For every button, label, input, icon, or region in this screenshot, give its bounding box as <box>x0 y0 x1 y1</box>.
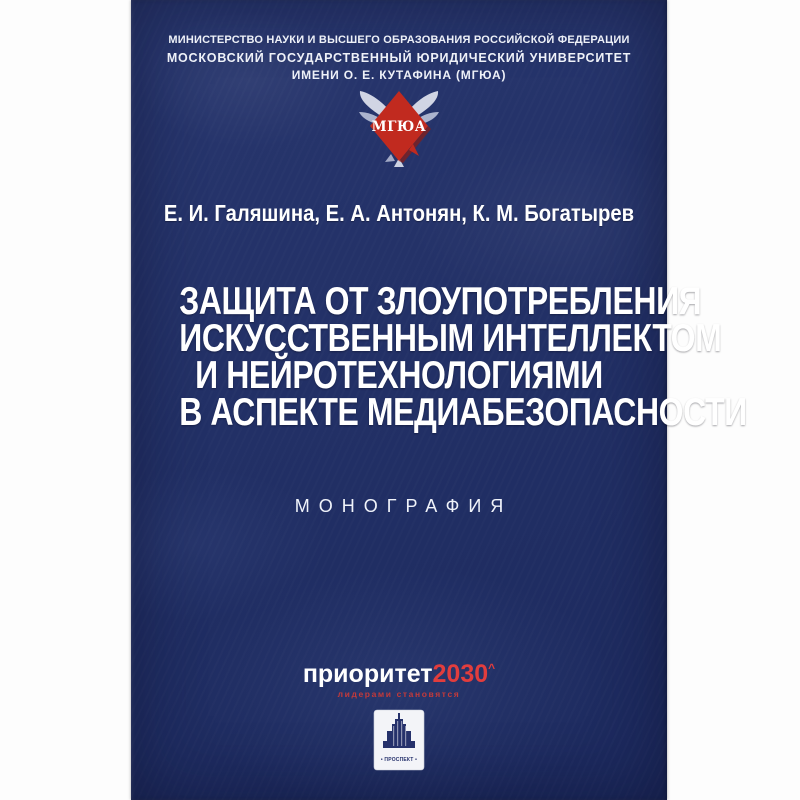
subtitle-monografiya: МОНОГРАФИЯ <box>294 496 513 516</box>
prospekt-label: • ПРОСПЕКТ • <box>380 757 418 763</box>
book-title-line-3: И НЕЙРОТЕХНОЛОГИЯМИ <box>195 354 603 397</box>
affiliation-line-university: МОСКОВСКИЙ ГОСУДАРСТВЕННЫЙ ЮРИДИЧЕСКИЙ УНИВЕРСИТЕТ <box>166 51 632 65</box>
priority-word-label: приоритет <box>302 660 433 688</box>
priority-tagline: лидерами становятся <box>337 689 461 699</box>
affiliation-line-named-after: ИМЕНИ О. Е. КУТАФИНА (МГЮА) <box>291 68 507 82</box>
authors-block <box>131 200 667 227</box>
book-title-line-1: ЗАЩИТА ОТ ЗЛОУПОТРЕБЛЕНИЯ <box>179 280 702 323</box>
priority-year-label: 2030 <box>432 660 489 688</box>
priority2030-wordmark <box>131 656 667 687</box>
authors-line: Е. И. Галяшина, Е. А. Антонян, К. М. Богатырев <box>163 200 635 226</box>
mgua-emblem-icon <box>347 84 451 168</box>
affiliation-line-ministry: МИНИСТЕРСТВО НАУКИ И ВЫСШЕГО ОБРАЗОВАНИЯ РОССИЙСКОЙ ФЕДЕРАЦИИ <box>168 34 630 46</box>
prospekt-publisher-logo-icon <box>373 709 425 771</box>
priority-caret-icon: ^ <box>488 661 496 675</box>
book-title-line-4: В АСПЕКТЕ МЕДИАБЕЗОПАСНОСТИ <box>179 391 747 434</box>
affiliation-block <box>131 31 667 84</box>
book-cover <box>131 0 747 800</box>
book-title-line-2: ИСКУССТВЕННЫМ ИНТЕЛЛЕКТОМ <box>179 317 722 360</box>
priority2030-logo <box>131 656 667 699</box>
emblem-abbr-label: МГЮА <box>371 119 427 135</box>
book-title <box>131 280 747 434</box>
